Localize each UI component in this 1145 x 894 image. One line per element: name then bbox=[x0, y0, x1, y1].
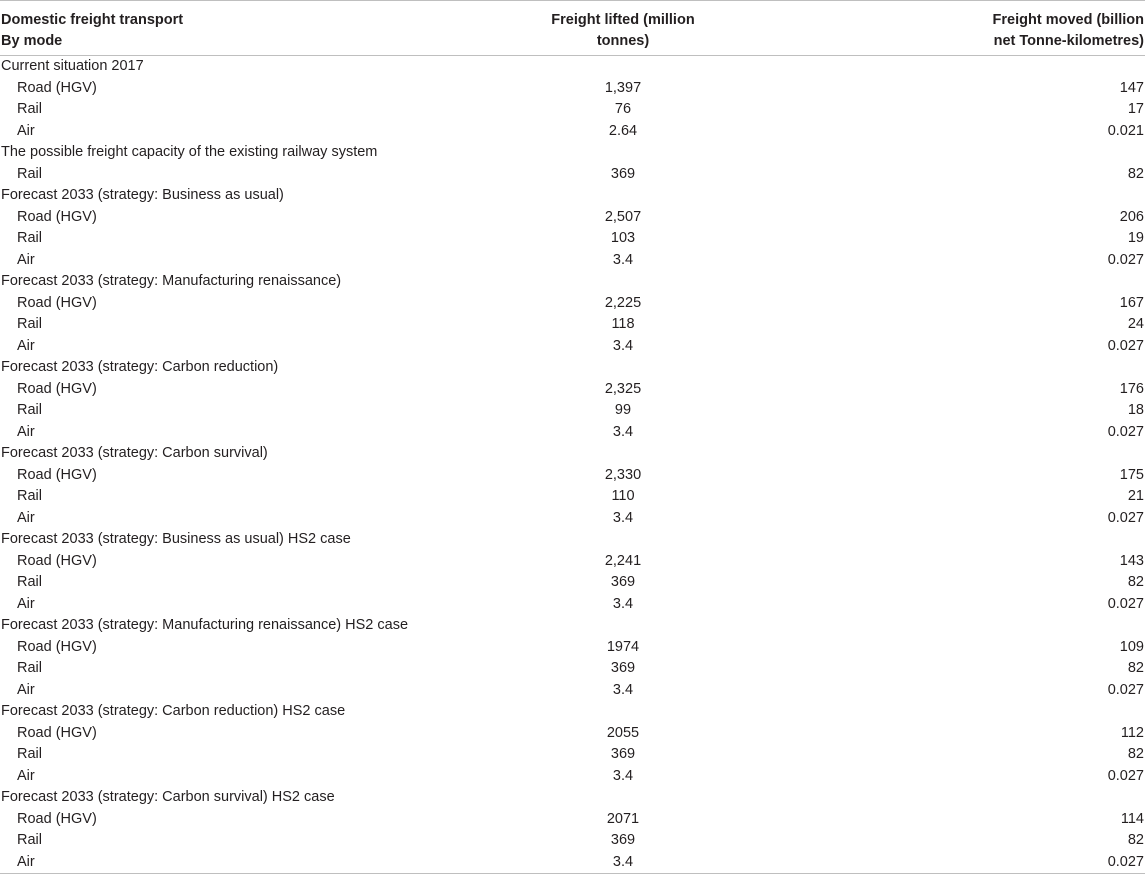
freight-lifted-cell: 2055 bbox=[606, 724, 640, 741]
mode-cell: Air bbox=[17, 767, 35, 784]
freight-lifted-cell: 76 bbox=[614, 101, 632, 117]
freight-lifted-cell: 3.4 bbox=[612, 595, 634, 612]
freight-moved-cell: 17 bbox=[1127, 101, 1144, 117]
mode-cell: Air bbox=[17, 337, 35, 354]
header-row bbox=[0, 1, 1145, 56]
mode-cell: Rail bbox=[17, 832, 42, 848]
table-row bbox=[0, 164, 1145, 186]
freight-moved-cell: 18 bbox=[1127, 402, 1144, 418]
section-row bbox=[0, 56, 1145, 78]
table-row bbox=[0, 852, 1145, 874]
mode-cell: Rail bbox=[17, 402, 42, 418]
freight-moved-cell: 24 bbox=[1127, 316, 1144, 332]
mode-cell: Road (HGV) bbox=[17, 724, 97, 741]
table-row bbox=[0, 400, 1145, 422]
freight-moved-cell: 167 bbox=[1119, 294, 1144, 311]
table-row bbox=[0, 723, 1145, 745]
mode-cell: Rail bbox=[17, 574, 42, 590]
freight-moved-cell: 19 bbox=[1127, 230, 1144, 246]
mode-cell: Rail bbox=[17, 660, 42, 676]
table-header bbox=[0, 1, 1145, 56]
freight-lifted-cell: 3.4 bbox=[612, 681, 634, 698]
mode-cell: Air bbox=[17, 681, 35, 698]
table-row bbox=[0, 465, 1145, 487]
freight-lifted-cell: 369 bbox=[610, 574, 636, 590]
mode-cell: Rail bbox=[17, 101, 42, 117]
column-header-lifted-line1: Freight lifted (million bbox=[551, 12, 695, 28]
freight-lifted-cell: 2.64 bbox=[608, 122, 638, 139]
freight-moved-cell: 82 bbox=[1127, 660, 1144, 676]
column-header-moved-line1: Freight moved (billion bbox=[992, 12, 1144, 28]
freight-moved-cell: 0.027 bbox=[1107, 337, 1144, 354]
mode-cell: Road (HGV) bbox=[17, 380, 97, 397]
freight-lifted-cell: 118 bbox=[611, 316, 635, 332]
freight-moved-cell: 0.027 bbox=[802, 852, 1145, 874]
column-header-freight-moved bbox=[802, 1, 1145, 56]
freight-moved-cell: 109 bbox=[1119, 638, 1144, 655]
table-row bbox=[0, 572, 1145, 594]
freight-moved-cell: 0.027 bbox=[1107, 251, 1144, 268]
section-row bbox=[0, 185, 1145, 207]
section-title: Forecast 2033 (strategy: Business as usual) HS2 case bbox=[1, 531, 351, 547]
mode-cell: Rail bbox=[17, 488, 42, 504]
mode-cell: Road (HGV) bbox=[17, 208, 97, 225]
section-row bbox=[0, 787, 1145, 809]
freight-lifted-cell: 2,241 bbox=[604, 552, 642, 569]
freight-moved-cell: 143 bbox=[1119, 552, 1144, 569]
mode-cell: Rail bbox=[17, 746, 42, 762]
column-header-mode-line2: By mode bbox=[1, 33, 63, 49]
freight-lifted-cell: 369 bbox=[610, 832, 636, 848]
freight-moved-cell: 176 bbox=[1119, 380, 1144, 397]
freight-lifted-cell: 3.4 bbox=[612, 251, 634, 268]
section-row bbox=[0, 357, 1145, 379]
freight-lifted-cell: 3.4 bbox=[612, 767, 634, 784]
freight-moved-cell: 0.021 bbox=[1107, 122, 1144, 139]
mode-cell: Air bbox=[17, 509, 35, 526]
section-title: Forecast 2033 (strategy: Carbon reduction) HS2 case bbox=[1, 703, 346, 719]
table-row bbox=[0, 293, 1145, 315]
freight-moved-cell: 0.027 bbox=[1107, 509, 1144, 526]
table-row bbox=[0, 551, 1145, 573]
table-row bbox=[0, 422, 1145, 444]
freight-moved-cell: 82 bbox=[1127, 746, 1144, 762]
mode-cell: Air bbox=[17, 122, 35, 139]
table-row bbox=[0, 766, 1145, 788]
freight-lifted-cell: 2,225 bbox=[604, 294, 642, 311]
mode-cell: Road (HGV) bbox=[17, 294, 97, 311]
table-row bbox=[0, 809, 1145, 831]
table-row bbox=[0, 228, 1145, 250]
freight-moved-cell: 0.027 bbox=[1107, 595, 1144, 612]
column-header-freight-lifted bbox=[444, 1, 802, 56]
mode-cell: Rail bbox=[17, 230, 42, 246]
table-row bbox=[0, 486, 1145, 508]
freight-moved-cell: 147 bbox=[1119, 79, 1144, 96]
section-title: Forecast 2033 (strategy: Business as usual) bbox=[1, 187, 284, 203]
freight-lifted-cell: 1974 bbox=[606, 638, 640, 655]
table-row bbox=[0, 744, 1145, 766]
freight-lifted-cell: 2,325 bbox=[604, 380, 642, 397]
freight-lifted-cell: 3.4 bbox=[612, 423, 634, 440]
mode-cell: Road (HGV) bbox=[17, 638, 97, 655]
section-row bbox=[0, 142, 1145, 164]
freight-lifted-cell: 110 bbox=[611, 488, 635, 504]
section-row bbox=[0, 271, 1145, 293]
freight-lifted-cell: 1,397 bbox=[604, 79, 642, 96]
freight-lifted-cell: 2,330 bbox=[604, 466, 642, 483]
table-row bbox=[0, 658, 1145, 680]
section-title: Current situation 2017 bbox=[1, 58, 144, 74]
section-title: Forecast 2033 (strategy: Manufacturing renaissance) HS2 case bbox=[1, 617, 409, 633]
column-header-lifted-line2: tonnes) bbox=[596, 33, 650, 49]
mode-cell: Air bbox=[17, 595, 35, 612]
freight-moved-cell: 175 bbox=[1119, 466, 1144, 483]
freight-moved-cell: 0.027 bbox=[1107, 681, 1144, 698]
freight-lifted-cell: 369 bbox=[610, 746, 636, 762]
mode-cell: Air bbox=[0, 852, 444, 874]
freight-lifted-cell: 2071 bbox=[606, 810, 640, 827]
section-title: Forecast 2033 (strategy: Manufacturing renaissance) bbox=[1, 273, 342, 289]
table-row bbox=[0, 78, 1145, 100]
freight-moved-cell: 114 bbox=[1120, 810, 1144, 827]
freight-lifted-cell: 3.4 bbox=[612, 509, 634, 526]
freight-moved-cell: 21 bbox=[1127, 488, 1144, 504]
column-header-mode-line1: Domestic freight transport bbox=[1, 12, 184, 28]
table-row bbox=[0, 680, 1145, 702]
mode-cell: Rail bbox=[17, 165, 42, 182]
section-row bbox=[0, 529, 1145, 551]
mode-cell: Road (HGV) bbox=[17, 79, 97, 96]
section-row bbox=[0, 615, 1145, 637]
section-row bbox=[0, 443, 1145, 465]
section-title: The possible freight capacity of the existing railway system bbox=[1, 144, 378, 160]
freight-lifted-cell: 103 bbox=[610, 230, 636, 246]
mode-cell: Road (HGV) bbox=[17, 810, 97, 827]
table-row bbox=[0, 336, 1145, 358]
table-row bbox=[0, 314, 1145, 336]
freight-moved-cell: 0.027 bbox=[1107, 767, 1144, 784]
section-row bbox=[0, 701, 1145, 723]
table-row bbox=[0, 637, 1145, 659]
mode-cell: Rail bbox=[17, 316, 42, 332]
freight-lifted-cell: 2,507 bbox=[604, 208, 642, 225]
table-row bbox=[0, 594, 1145, 616]
freight-moved-cell: 0.027 bbox=[1107, 423, 1144, 440]
table-row bbox=[0, 379, 1145, 401]
freight-moved-cell: 82 bbox=[1127, 832, 1144, 848]
mode-cell: Road (HGV) bbox=[17, 552, 97, 569]
freight-lifted-cell: 369 bbox=[610, 660, 636, 676]
section-title: Forecast 2033 (strategy: Carbon reduction) bbox=[1, 359, 279, 375]
table-row bbox=[0, 99, 1145, 121]
freight-lifted-cell: 99 bbox=[614, 402, 632, 418]
freight-moved-cell: 206 bbox=[1119, 208, 1144, 225]
table-row bbox=[0, 830, 1145, 852]
table-row bbox=[0, 207, 1145, 229]
mode-cell: Air bbox=[17, 423, 35, 440]
column-header-moved-line2: net Tonne-kilometres) bbox=[993, 33, 1144, 49]
freight-lifted-cell: 3.4 bbox=[612, 337, 634, 354]
section-title: Forecast 2033 (strategy: Carbon survival) HS2 case bbox=[1, 789, 335, 805]
freight-moved-cell: 112 bbox=[1120, 724, 1144, 741]
table-row bbox=[0, 508, 1145, 530]
column-header-mode bbox=[0, 1, 444, 56]
freight-moved-cell: 82 bbox=[1127, 574, 1144, 590]
mode-cell: Road (HGV) bbox=[17, 466, 97, 483]
section-title: Forecast 2033 (strategy: Carbon survival) bbox=[1, 445, 268, 461]
freight-lifted-cell: 369 bbox=[610, 165, 636, 182]
freight-moved-cell: 82 bbox=[1127, 165, 1144, 182]
table-row bbox=[0, 121, 1145, 143]
freight-lifted-cell: 3.4 bbox=[444, 852, 802, 874]
table-row bbox=[0, 250, 1145, 272]
mode-cell: Air bbox=[17, 251, 35, 268]
table-body bbox=[0, 56, 1145, 874]
